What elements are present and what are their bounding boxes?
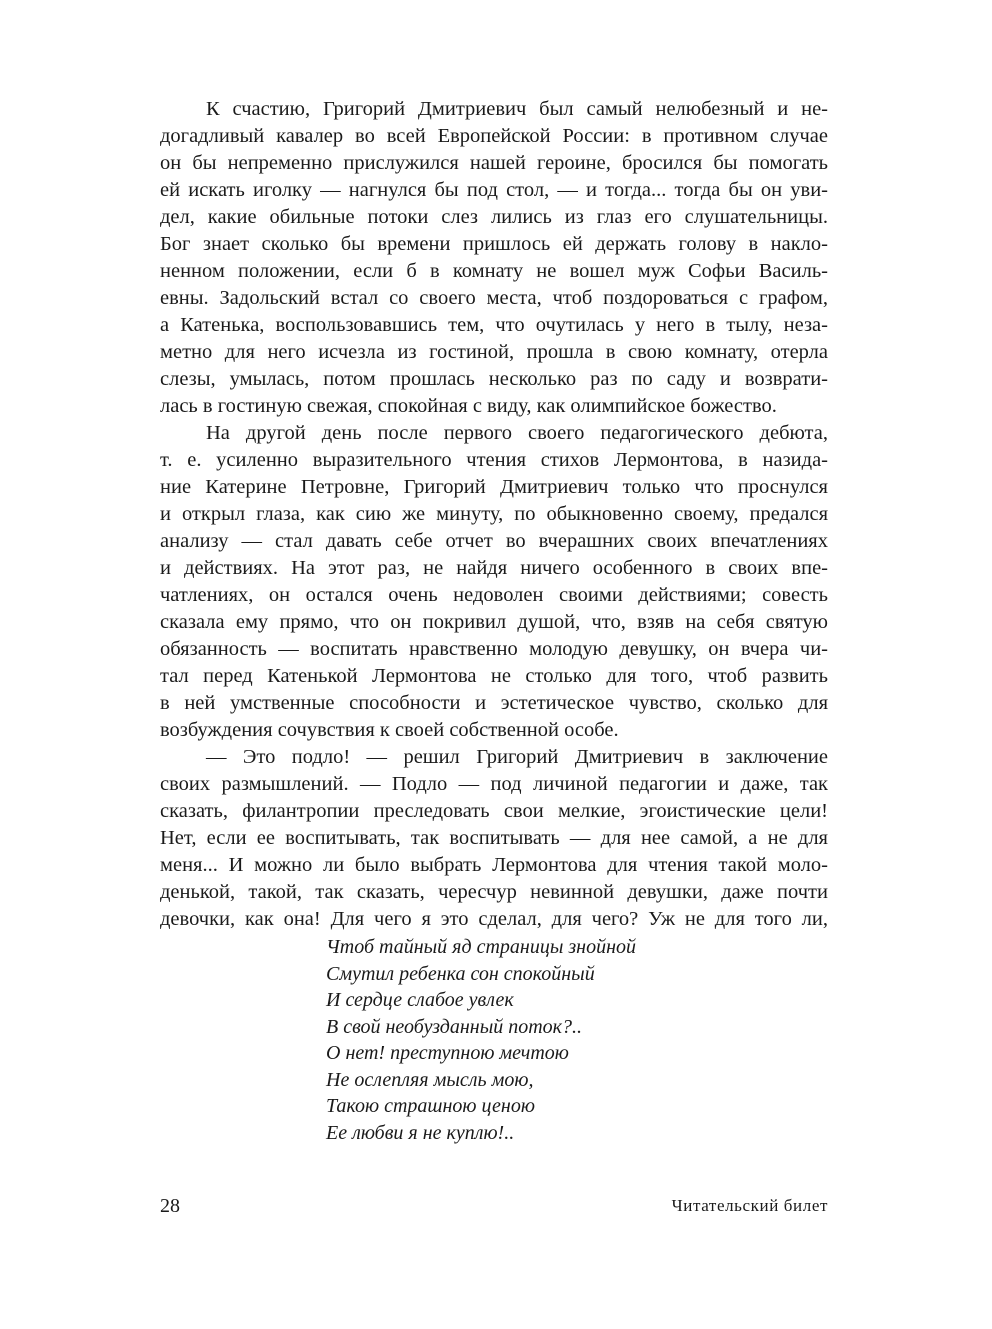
text-line: К счастию, Григорий Дмитриевич был самый нелюбезный и не-: [206, 98, 828, 120]
text-line: сказала ему прямо, что он покривил душой, что, взяв на себя святую: [160, 611, 828, 633]
text-line: он бы непременно прислужился нашей героине, бросился бы помогать: [160, 152, 828, 174]
text-line: слезы, умылась, потом прошлась несколько раз по саду и возврати-: [160, 368, 828, 390]
text-line: а Катенька, воспользовавшись тем, что очутилась у него в тылу, неза-: [160, 314, 828, 336]
text-line: обязанность — воспитать нравственно молодую девушку, он вчера чи-: [160, 638, 828, 660]
prose-block: [160, 96, 828, 933]
text-line: — Это подло! — решил Григорий Дмитриевич в заключение: [206, 746, 828, 768]
text-line: анализу — стал давать себе отчет во вчерашних своих впечатлениях: [160, 530, 828, 552]
text-line: возбуждения сочувствия к своей собственной особе.: [160, 719, 619, 741]
text-line: ей искать иголку — нагнулся бы под стол, — и тогда... тогда бы он уви-: [160, 179, 828, 201]
text-line: своих размышлений. — Подло — под личиной педагогии и даже, так: [160, 773, 828, 795]
text-line: тал перед Катенькой Лермонтова не столько для того, чтоб развить: [160, 665, 828, 687]
text-line: евны. Задольский встал со своего места, чтоб поздороваться с графом,: [160, 287, 828, 309]
text-line: денькой, такой, так сказать, чересчур невинной девушки, даже почти: [160, 881, 828, 903]
text-line: девочки, как она! Для чего я это сделал, для чего? Уж не для того ли,: [160, 908, 828, 930]
text-line: ненном положении, если б в комнату не вошел муж Софьи Василь-: [160, 260, 828, 282]
text-line: лась в гостиную свежая, спокойная с виду, как олимпийское божество.: [160, 395, 777, 417]
running-title: Читательский билет: [671, 1196, 828, 1215]
paragraph-1: [160, 96, 828, 420]
text-line: сказать, филантропии преследовать свои мелкие, эгоистические цели!: [160, 800, 828, 822]
text-line: и действиях. На этот раз, не найдя ничего особенного в своих впе-: [160, 557, 828, 579]
poem-line: Чтоб тайный яд страницы знойной: [326, 936, 637, 958]
poem-line: О нет! преступною мечтою: [326, 1042, 569, 1064]
text-line: Нет, если ее воспитывать, так воспитывать — для нее самой, а не для: [160, 827, 828, 849]
paragraph-3: [160, 744, 828, 933]
poem-line: В свой необузданный поток?..: [326, 1015, 583, 1038]
poem-line: Не ослепляя мысль мою,: [326, 1068, 534, 1091]
text-line: дел, какие обильные потоки слез лились из глаз его слушательницы.: [160, 206, 828, 228]
poem-line: Такою страшною ценою: [326, 1095, 535, 1117]
text-line: и открыл глаза, как сию же минуту, по обыкновенно своему, предался: [160, 503, 828, 525]
poem-line: Смутил ребенка сон спокойный: [326, 962, 595, 985]
text-line: т. е. усиленно выразительного чтения стихов Лермонтова, в назида-: [160, 449, 828, 471]
text-line: ние Катерине Петровне, Григорий Дмитриевич только что проснулся: [160, 476, 828, 498]
paragraph-2: [160, 420, 828, 744]
text-line: чатлениях, он остался очень недоволен своими действиями; совесть: [160, 584, 828, 606]
text-line: догадливый кавалер во всей Европейской России: в противном случае: [160, 125, 828, 147]
poem-quote: [326, 934, 636, 1146]
text-line: На другой день после первого своего педагогического дебюта,: [206, 422, 828, 444]
poem-line: Ее любви я не куплю!..: [326, 1121, 515, 1144]
text-line: в ней умственные способности и эстетическое чувство, сколько для: [160, 692, 828, 714]
page-number: 28: [160, 1195, 180, 1217]
text-line: Бог знает сколько бы времени пришлось ей держать голову в накло-: [160, 233, 828, 255]
text-line: меня... И можно ли было выбрать Лермонтова для чтения такой моло-: [160, 854, 828, 876]
text-line: метно для него исчезла из гостиной, прошла в свою комнату, отерла: [160, 341, 828, 363]
poem-line: И сердце слабое увлек: [326, 989, 514, 1011]
